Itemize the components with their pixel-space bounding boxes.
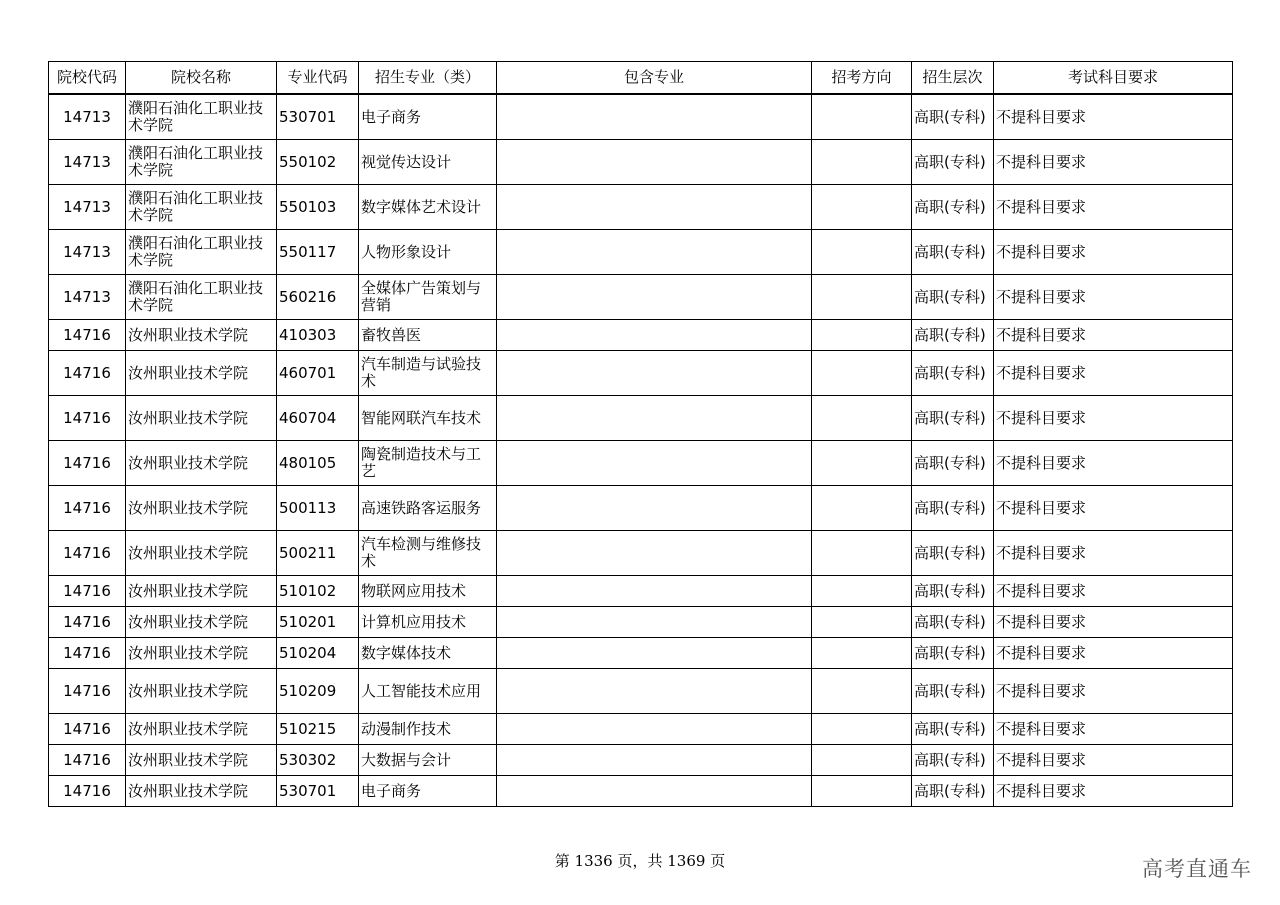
- cell-contains: [497, 576, 812, 607]
- cell-school-code: 14716: [49, 531, 126, 576]
- table-row: [49, 140, 1233, 185]
- cell-direction: [812, 576, 912, 607]
- cell-major-code: 500113: [277, 486, 359, 531]
- cell-requirement: 不提科目要求: [994, 94, 1233, 140]
- cell-major: 陶瓷制造技术与工艺: [359, 441, 497, 486]
- cell-direction: [812, 486, 912, 531]
- cell-major: 数字媒体艺术设计: [359, 185, 497, 230]
- header-direction: 招考方向: [812, 62, 912, 95]
- cell-school-code: 14716: [49, 576, 126, 607]
- cell-school-name: 汝州职业技术学院: [126, 776, 277, 807]
- table-header-row: [49, 62, 1233, 95]
- cell-level: 高职(专科): [912, 576, 994, 607]
- cell-school-name: 濮阳石油化工职业技术学院: [126, 94, 277, 140]
- table-row: [49, 320, 1233, 351]
- cell-major: 物联网应用技术: [359, 576, 497, 607]
- cell-direction: [812, 320, 912, 351]
- table-row: [49, 669, 1233, 714]
- cell-school-name: 汝州职业技术学院: [126, 441, 277, 486]
- cell-level: 高职(专科): [912, 185, 994, 230]
- header-requirement: 考试科目要求: [994, 62, 1233, 95]
- cell-level: 高职(专科): [912, 320, 994, 351]
- cell-requirement: 不提科目要求: [994, 776, 1233, 807]
- cell-requirement: 不提科目要求: [994, 441, 1233, 486]
- cell-major-code: 510204: [277, 638, 359, 669]
- header-school-name: 院校名称: [126, 62, 277, 95]
- cell-direction: [812, 669, 912, 714]
- cell-requirement: 不提科目要求: [994, 638, 1233, 669]
- cell-contains: [497, 351, 812, 396]
- cell-major-code: 550103: [277, 185, 359, 230]
- header-school-code: 院校代码: [49, 62, 126, 95]
- cell-major: 畜牧兽医: [359, 320, 497, 351]
- table-row: [49, 185, 1233, 230]
- cell-requirement: 不提科目要求: [994, 531, 1233, 576]
- cell-major: 汽车检测与维修技术: [359, 531, 497, 576]
- cell-level: 高职(专科): [912, 607, 994, 638]
- cell-level: 高职(专科): [912, 441, 994, 486]
- cell-major-code: 480105: [277, 441, 359, 486]
- cell-level: 高职(专科): [912, 140, 994, 185]
- table-row: [49, 275, 1233, 320]
- cell-school-code: 14713: [49, 185, 126, 230]
- cell-school-code: 14716: [49, 441, 126, 486]
- cell-school-name: 濮阳石油化工职业技术学院: [126, 275, 277, 320]
- cell-requirement: 不提科目要求: [994, 745, 1233, 776]
- table-row: [49, 396, 1233, 441]
- header-major-code: 专业代码: [277, 62, 359, 95]
- cell-school-name: 汝州职业技术学院: [126, 576, 277, 607]
- cell-major-code: 530302: [277, 745, 359, 776]
- cell-contains: [497, 531, 812, 576]
- cell-major-code: 510209: [277, 669, 359, 714]
- cell-school-code: 14716: [49, 320, 126, 351]
- cell-major: 电子商务: [359, 94, 497, 140]
- table-row: [49, 351, 1233, 396]
- cell-requirement: 不提科目要求: [994, 607, 1233, 638]
- cell-school-name: 汝州职业技术学院: [126, 396, 277, 441]
- cell-requirement: 不提科目要求: [994, 185, 1233, 230]
- cell-contains: [497, 669, 812, 714]
- cell-school-code: 14713: [49, 230, 126, 275]
- cell-contains: [497, 140, 812, 185]
- cell-school-code: 14716: [49, 776, 126, 807]
- cell-contains: [497, 320, 812, 351]
- table-row: [49, 576, 1233, 607]
- cell-contains: [497, 638, 812, 669]
- cell-level: 高职(专科): [912, 396, 994, 441]
- cell-school-code: 14713: [49, 275, 126, 320]
- table-row: [49, 230, 1233, 275]
- cell-major: 人物形象设计: [359, 230, 497, 275]
- cell-major: 人工智能技术应用: [359, 669, 497, 714]
- cell-major-code: 530701: [277, 94, 359, 140]
- cell-major-code: 550102: [277, 140, 359, 185]
- cell-school-name: 濮阳石油化工职业技术学院: [126, 140, 277, 185]
- cell-school-code: 14716: [49, 486, 126, 531]
- cell-level: 高职(专科): [912, 669, 994, 714]
- cell-level: 高职(专科): [912, 351, 994, 396]
- cell-requirement: 不提科目要求: [994, 275, 1233, 320]
- cell-major-code: 460704: [277, 396, 359, 441]
- cell-major: 智能网联汽车技术: [359, 396, 497, 441]
- table-row: [49, 531, 1233, 576]
- table-row: [49, 638, 1233, 669]
- cell-major-code: 410303: [277, 320, 359, 351]
- cell-school-name: 汝州职业技术学院: [126, 669, 277, 714]
- cell-major: 电子商务: [359, 776, 497, 807]
- cell-contains: [497, 94, 812, 140]
- cell-school-name: 汝州职业技术学院: [126, 486, 277, 531]
- cell-direction: [812, 441, 912, 486]
- cell-direction: [812, 607, 912, 638]
- cell-requirement: 不提科目要求: [994, 351, 1233, 396]
- watermark-logo: 高考直通车: [1142, 857, 1252, 881]
- page-number: 第 1336 页，共 1369 页: [554, 852, 726, 870]
- cell-requirement: 不提科目要求: [994, 396, 1233, 441]
- table-row: [49, 486, 1233, 531]
- cell-school-code: 14716: [49, 669, 126, 714]
- cell-school-name: 濮阳石油化工职业技术学院: [126, 230, 277, 275]
- cell-school-code: 14716: [49, 714, 126, 745]
- cell-direction: [812, 714, 912, 745]
- cell-major: 数字媒体技术: [359, 638, 497, 669]
- admissions-table: [48, 61, 1233, 807]
- cell-major-code: 500211: [277, 531, 359, 576]
- cell-major-code: 530701: [277, 776, 359, 807]
- table-row: [49, 94, 1233, 140]
- cell-level: 高职(专科): [912, 745, 994, 776]
- cell-level: 高职(专科): [912, 531, 994, 576]
- cell-requirement: 不提科目要求: [994, 669, 1233, 714]
- header-major: 招生专业（类）: [359, 62, 497, 95]
- cell-major: 高速铁路客运服务: [359, 486, 497, 531]
- cell-direction: [812, 745, 912, 776]
- cell-major-code: 460701: [277, 351, 359, 396]
- cell-requirement: 不提科目要求: [994, 140, 1233, 185]
- table-body: [49, 94, 1233, 807]
- cell-contains: [497, 745, 812, 776]
- cell-major: 全媒体广告策划与营销: [359, 275, 497, 320]
- cell-requirement: 不提科目要求: [994, 320, 1233, 351]
- cell-direction: [812, 776, 912, 807]
- cell-level: 高职(专科): [912, 275, 994, 320]
- cell-level: 高职(专科): [912, 94, 994, 140]
- cell-major-code: 560216: [277, 275, 359, 320]
- cell-contains: [497, 776, 812, 807]
- cell-requirement: 不提科目要求: [994, 714, 1233, 745]
- cell-major: 汽车制造与试验技术: [359, 351, 497, 396]
- cell-contains: [497, 441, 812, 486]
- cell-level: 高职(专科): [912, 230, 994, 275]
- cell-contains: [497, 607, 812, 638]
- cell-major: 视觉传达设计: [359, 140, 497, 185]
- table-row: [49, 714, 1233, 745]
- cell-school-code: 14713: [49, 94, 126, 140]
- cell-contains: [497, 486, 812, 531]
- cell-school-code: 14716: [49, 745, 126, 776]
- cell-contains: [497, 275, 812, 320]
- cell-direction: [812, 275, 912, 320]
- cell-major: 计算机应用技术: [359, 607, 497, 638]
- cell-contains: [497, 714, 812, 745]
- cell-direction: [812, 351, 912, 396]
- table-row: [49, 776, 1233, 807]
- cell-school-name: 汝州职业技术学院: [126, 607, 277, 638]
- cell-major-code: 510102: [277, 576, 359, 607]
- cell-school-code: 14716: [49, 396, 126, 441]
- cell-requirement: 不提科目要求: [994, 486, 1233, 531]
- cell-major: 大数据与会计: [359, 745, 497, 776]
- cell-contains: [497, 396, 812, 441]
- cell-school-name: 汝州职业技术学院: [126, 714, 277, 745]
- cell-contains: [497, 185, 812, 230]
- cell-school-code: 14716: [49, 607, 126, 638]
- table-row: [49, 745, 1233, 776]
- cell-direction: [812, 230, 912, 275]
- header-contains: 包含专业: [497, 62, 812, 95]
- table-row: [49, 441, 1233, 486]
- cell-major: 动漫制作技术: [359, 714, 497, 745]
- cell-level: 高职(专科): [912, 714, 994, 745]
- cell-level: 高职(专科): [912, 638, 994, 669]
- cell-direction: [812, 638, 912, 669]
- cell-level: 高职(专科): [912, 776, 994, 807]
- cell-school-name: 汝州职业技术学院: [126, 531, 277, 576]
- cell-school-name: 汝州职业技术学院: [126, 320, 277, 351]
- cell-direction: [812, 94, 912, 140]
- cell-direction: [812, 531, 912, 576]
- cell-school-name: 濮阳石油化工职业技术学院: [126, 185, 277, 230]
- cell-direction: [812, 396, 912, 441]
- cell-school-code: 14716: [49, 351, 126, 396]
- cell-major-code: 510201: [277, 607, 359, 638]
- header-level: 招生层次: [912, 62, 994, 95]
- cell-requirement: 不提科目要求: [994, 576, 1233, 607]
- cell-requirement: 不提科目要求: [994, 230, 1233, 275]
- cell-major-code: 550117: [277, 230, 359, 275]
- cell-school-name: 汝州职业技术学院: [126, 745, 277, 776]
- cell-school-name: 汝州职业技术学院: [126, 351, 277, 396]
- cell-level: 高职(专科): [912, 486, 994, 531]
- cell-school-name: 汝州职业技术学院: [126, 638, 277, 669]
- cell-major-code: 510215: [277, 714, 359, 745]
- cell-school-code: 14713: [49, 140, 126, 185]
- cell-school-code: 14716: [49, 638, 126, 669]
- cell-direction: [812, 185, 912, 230]
- cell-direction: [812, 140, 912, 185]
- table-row: [49, 607, 1233, 638]
- cell-contains: [497, 230, 812, 275]
